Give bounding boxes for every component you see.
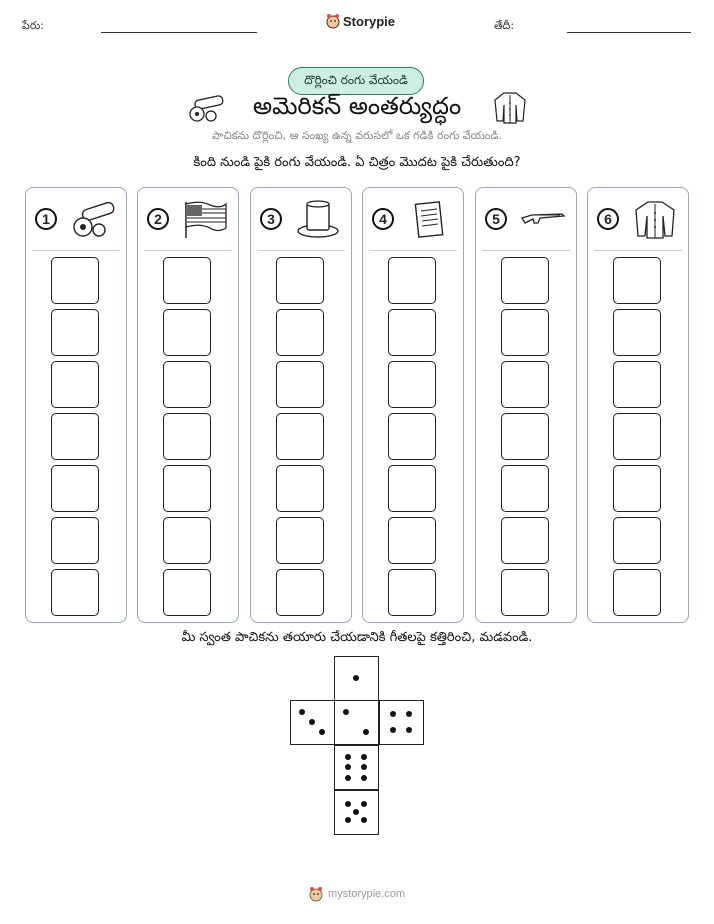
die-pip xyxy=(363,729,369,735)
page-title: అమెరికన్ అంతర్యుద్ధం xyxy=(252,92,462,120)
color-box[interactable] xyxy=(613,413,661,460)
die-face-5 xyxy=(334,790,379,835)
color-box[interactable] xyxy=(163,361,211,408)
name-line[interactable] xyxy=(101,32,257,33)
footer xyxy=(0,886,714,902)
color-box[interactable] xyxy=(51,569,99,616)
storypie-mascot-icon xyxy=(309,886,323,902)
cannon-icon xyxy=(68,198,118,240)
date-label: తేదీ: xyxy=(494,19,515,32)
color-box[interactable] xyxy=(388,569,436,616)
footer-url: mystorypie.com xyxy=(327,888,406,900)
column-divider xyxy=(257,250,345,251)
die-pip xyxy=(343,709,349,715)
color-box[interactable] xyxy=(51,361,99,408)
brand-name: Storypie xyxy=(343,13,396,29)
color-box[interactable] xyxy=(501,257,549,304)
column-1 xyxy=(25,187,127,623)
die-face-4 xyxy=(379,700,424,745)
column-number: 1 xyxy=(35,208,57,230)
color-box[interactable] xyxy=(276,309,324,356)
color-box[interactable] xyxy=(51,413,99,460)
die-pip xyxy=(319,729,325,735)
color-box[interactable] xyxy=(613,465,661,512)
column-number: 5 xyxy=(485,208,507,230)
die-face-2 xyxy=(334,700,379,745)
color-box[interactable] xyxy=(501,361,549,408)
color-box[interactable] xyxy=(51,517,99,564)
die-pip xyxy=(353,809,359,815)
color-box[interactable] xyxy=(613,257,661,304)
color-box[interactable] xyxy=(388,517,436,564)
color-box[interactable] xyxy=(388,465,436,512)
name-label: పేరు: xyxy=(22,19,44,32)
subtitle: పాచికను దొర్లించి, ఆ సంఖ్య ఉన్న వరుసలో ఒక గడికి రంగు వేయండి. xyxy=(212,129,502,142)
color-box[interactable] xyxy=(501,309,549,356)
document-icon xyxy=(405,198,455,240)
color-box[interactable] xyxy=(613,517,661,564)
date-line[interactable] xyxy=(567,32,691,33)
color-box[interactable] xyxy=(276,465,324,512)
color-box[interactable] xyxy=(276,361,324,408)
die-pip xyxy=(345,754,351,760)
activity-pill: దొర్లించి రంగు వేయండి xyxy=(288,67,424,95)
column-number: 2 xyxy=(147,208,169,230)
die-face-1 xyxy=(334,656,379,701)
die-pip xyxy=(361,801,367,807)
die-pip xyxy=(361,817,367,823)
column-5 xyxy=(475,187,577,623)
color-box[interactable] xyxy=(163,413,211,460)
column-3 xyxy=(250,187,352,623)
color-box[interactable] xyxy=(276,517,324,564)
column-number: 6 xyxy=(597,208,619,230)
color-box[interactable] xyxy=(613,361,661,408)
die-pip xyxy=(390,727,396,733)
column-6 xyxy=(587,187,689,623)
die-pip xyxy=(361,764,367,770)
column-4 xyxy=(362,187,464,623)
die-face-6 xyxy=(334,745,379,790)
color-box[interactable] xyxy=(501,413,549,460)
column-divider xyxy=(482,250,570,251)
color-box[interactable] xyxy=(276,257,324,304)
color-box[interactable] xyxy=(163,309,211,356)
color-box[interactable] xyxy=(51,257,99,304)
column-number: 4 xyxy=(372,208,394,230)
color-box[interactable] xyxy=(163,257,211,304)
die-pip xyxy=(309,719,315,725)
die-pip xyxy=(361,775,367,781)
coat-icon xyxy=(630,198,680,240)
column-divider xyxy=(594,250,682,251)
color-box[interactable] xyxy=(388,413,436,460)
column-2 xyxy=(137,187,239,623)
color-box[interactable] xyxy=(388,361,436,408)
die-pip xyxy=(361,754,367,760)
us-flag-icon xyxy=(180,198,230,240)
top-hat-icon xyxy=(293,198,343,240)
die-pip xyxy=(299,709,305,715)
instruction: కింది నుండి పైకి రంగు వేయండి. ఏ చిత్రం మొదట పైకి చేరుతుంది? xyxy=(193,155,521,170)
brand-logo xyxy=(326,13,395,29)
color-box[interactable] xyxy=(501,517,549,564)
color-box[interactable] xyxy=(388,309,436,356)
cut-instruction: మీ స్వంత పాచికను తయారు చేయడానికి గీతలపై కత్తిరించి, మడవండి. xyxy=(181,630,533,645)
die-pip xyxy=(353,675,359,681)
column-divider xyxy=(32,250,120,251)
column-divider xyxy=(369,250,457,251)
die-pip xyxy=(406,727,412,733)
column-divider xyxy=(144,250,232,251)
color-box[interactable] xyxy=(388,257,436,304)
die-pip xyxy=(390,711,396,717)
color-box[interactable] xyxy=(613,569,661,616)
die-pip xyxy=(345,817,351,823)
die-pip xyxy=(345,764,351,770)
die-pip xyxy=(345,801,351,807)
color-box[interactable] xyxy=(613,309,661,356)
die-pip xyxy=(406,711,412,717)
color-box[interactable] xyxy=(501,569,549,616)
storypie-mascot-icon xyxy=(326,13,340,29)
color-box[interactable] xyxy=(51,465,99,512)
coat-title-icon xyxy=(492,91,528,125)
color-box[interactable] xyxy=(163,517,211,564)
color-box[interactable] xyxy=(163,465,211,512)
color-box[interactable] xyxy=(276,569,324,616)
die-face-3 xyxy=(290,700,335,745)
color-box[interactable] xyxy=(501,465,549,512)
rifle-icon xyxy=(518,198,568,240)
column-number: 3 xyxy=(260,208,282,230)
color-box[interactable] xyxy=(51,309,99,356)
color-box[interactable] xyxy=(163,569,211,616)
die-pip xyxy=(345,775,351,781)
color-box[interactable] xyxy=(276,413,324,460)
